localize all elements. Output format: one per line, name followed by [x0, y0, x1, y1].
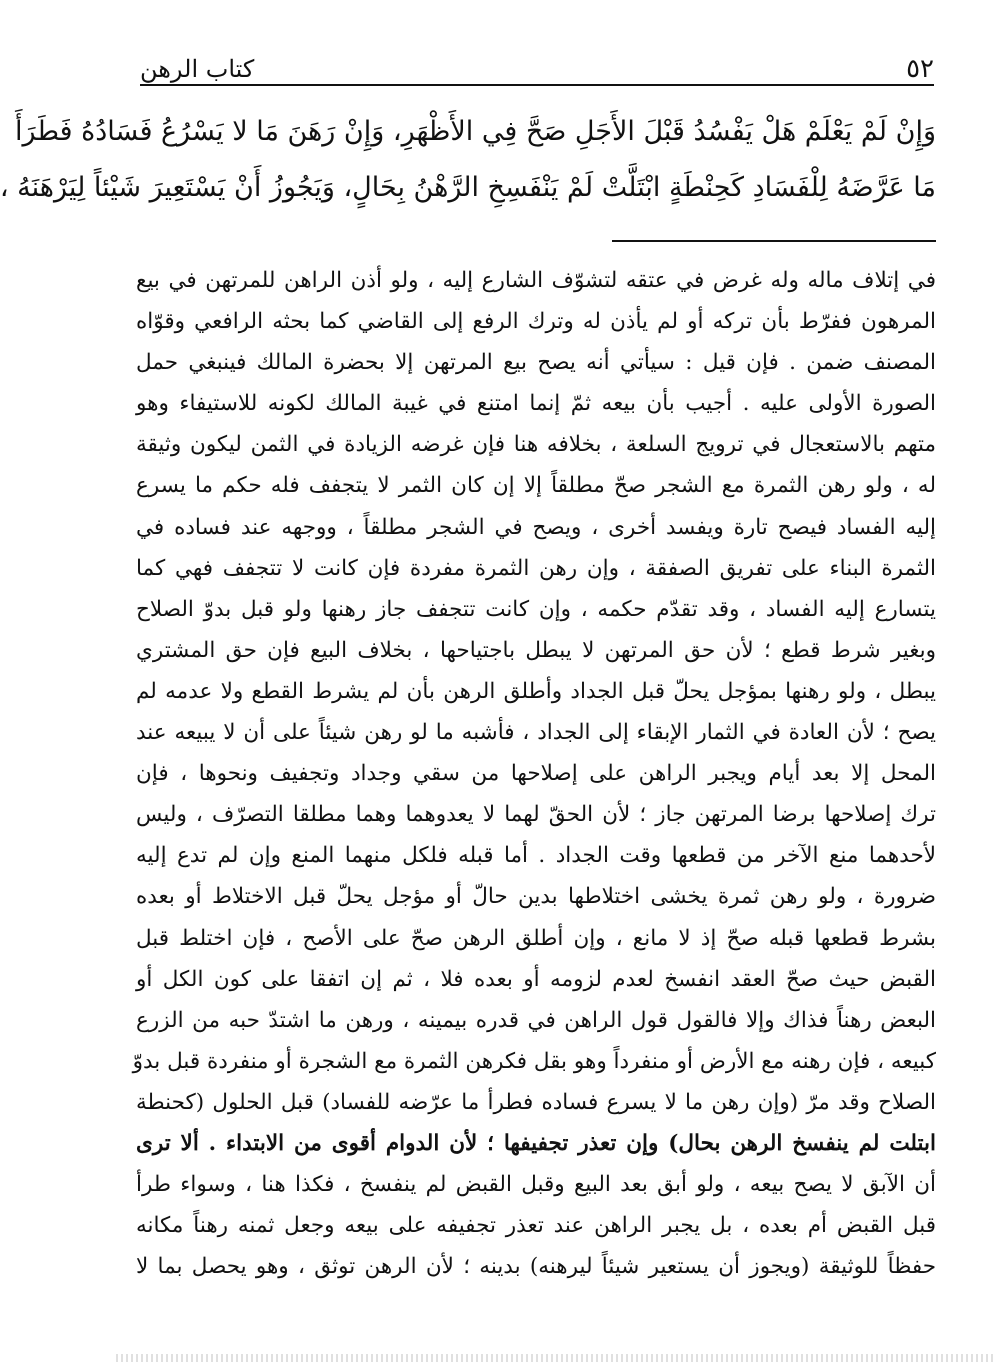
sharh-line: ابتلت لم ينفسخ الرهن بحال) وإن تعذر تجفيفها ؛ لأن الدوام أقوى من الابتداء . ألا ترى	[136, 1130, 936, 1156]
sharh-line: له ، ولو رهن الثمرة مع الشجر صحّ مطلقاً إلا إن كان الثمر لا يتجفف فله حكم ما يسرع	[136, 473, 936, 499]
matn-line: مَا عَرَّضَهُ لِلْفَسَادِ كَحِنْطَةٍ ابْتَلَّتْ لَمْ يَنْفَسِخِ الرَّهْنُ بِحَالٍ، وَيَجُوزُ أَنْ يَسْتَعِيرَ شَيْئاً لِيَرْهَنَهُ ،	[0, 172, 936, 203]
sharh-line: الصلاح وقد مرّ (وإن رهن ما لا يسرع فساده فطرأ ما عرّضه للفساد) قبل الحلول (كحنطة	[136, 1089, 936, 1115]
sharh-line: الصورة الأولى عليه . أجيب بأن بيعه ثمّ إنما امتنع في غيبة المالك لكونه للاستيفاء وهو	[136, 391, 936, 417]
sharh-line: في إتلاف ماله وله غرض في عتقه لتشوّف الشارع إليه ، ولو أذن الراهن للمرتهن في بيع	[136, 268, 936, 293]
sharh-line: المرهون ففرّط بأن تركه أو لم يأذن له وترك الرفع إلى القاضي كما بحثه الرافعي وقوّاه	[136, 309, 936, 335]
sharh-line: قبل القبض أم بعده ، بل يجبر الراهن عند تعذر تجفيفه على بيعه وجعل ثمنه رهناً مكانه	[136, 1213, 936, 1239]
running-header	[140, 50, 934, 86]
sharh-line: متهم بالاستعجال في ترويج السلعة ، بخلافه هنا فإن غرضه الزيادة في الثمن ليكون وثيقة	[136, 432, 936, 458]
sharh-line: الثمرة البناء على تفريق الصفقة ، وإن رهن الثمرة مفردة فإن كانت لا تتجفف فهي كما	[136, 555, 936, 581]
book-title: كتاب الرهن	[140, 55, 255, 83]
sharh-line: يصح ؛ لأن العادة في الثمار الإبقاء إلى الجداد ، فأشبه ما لو رهن شيئاً على أن لا يبيعه عند	[136, 720, 936, 746]
sharh-line: ضرورة ، ولو رهن ثمرة يخشى اختلاطها بدين حالّ أو مؤجل يحلّ قبل الاختلاط أو بعده	[136, 884, 936, 910]
sharh-line: وبغير شرط قطع ؛ لأن حق المرتهن لا يبطل باجتياحها ، بخلاف البيع فإن حق المشتري	[136, 637, 936, 663]
sharh-line: البعض رهناً فذاك وإلا فالقول قول الراهن في قدره بيمينه ، ورهن ما اشتدّ حبه من الزرع	[136, 1007, 936, 1033]
sharh-line: القبض حيث صحّ العقد انفسخ لعدم لزومه أو بعده فلا ، ثم إن اتفقا على كون الكل أو	[136, 966, 936, 992]
sharh-line: المصنف ضمن . فإن قيل : سيأتي أنه يصح بيع المرتهن إلا بحضرة المالك فينبغي حمل	[136, 350, 936, 376]
matn-text	[0, 104, 936, 216]
sharh-line: كبيعه ، فإن رهنه مع الأرض أو منفرداً وهو بقل فكرهن الثمرة مع الشجرة أو منفردة قبل بدوّ	[132, 1048, 936, 1074]
matn-line: وَإِنْ لَمْ يَعْلَمْ هَلْ يَفْسُدُ قَبْلَ الأَجَلِ صَحَّ فِي الأَظْهَرِ، وَإِنْ رَهَنَ مَا لا يَسْرُعُ فَسَادُهُ فَطَرَأَ	[15, 116, 936, 147]
sharh-line: أن الآبق لا يصح بيعه ، ولو أبق بعد البيع وقبل القبض لم ينفسخ ، فكذا هنا ، وسواء طرأ	[136, 1172, 936, 1198]
sharh-line: ترك إصلاحها برضا المرتهن جاز ؛ لأن الحقّ لهما لا يعدوهما وهما مطلقا التصرّف ، وليس	[136, 802, 936, 828]
sharh-line: إليه الفساد فيصح تارة ويفسد أخرى ، ويصح في الشجر مطلقاً ، ووجهه عند فساده في	[136, 514, 936, 540]
sharh-line: لأحدهما منع الآخر من قطعها وقت الجداد . أما قبله فلكل منهما المنع وإن لم تدع إليه	[136, 843, 936, 869]
sharh-line: بشرط قطعها قبله صحّ إذ لا مانع ، وإن أطلق الرهن صحّ على الأصح ، فإن اختلط قبل	[136, 925, 936, 951]
sharh-line: يتسارع إليه الفساد ، وقد تقدّم حكمه ، وإن كانت تتجفف جاز رهنها ولو قبل بدوّ الصلاح	[136, 596, 936, 622]
sharh-line: يبطل ، ولو رهنها بمؤجل يحلّ قبل الجداد وأطلق الرهن بأن لم يشرط القطع ولا عدمه لم	[136, 678, 936, 704]
header-rule	[140, 84, 934, 86]
sharh-line: المحل إلا بعد أيام ويجبر الراهن على إصلاحها من سقي وجداد وتجفيف ونحوها ، فإن	[136, 761, 936, 787]
sharh-text	[132, 260, 936, 1287]
sharh-line: حفظاً للوثيقة (ويجوز أن يستعير شيئاً ليرهنه) بدينه ؛ لأن الرهن توثق ، وهو يحصل بما لا	[136, 1254, 936, 1280]
section-separator	[612, 240, 936, 242]
scan-edge-noise	[116, 1354, 995, 1362]
page-number: ٥٢	[906, 54, 934, 84]
